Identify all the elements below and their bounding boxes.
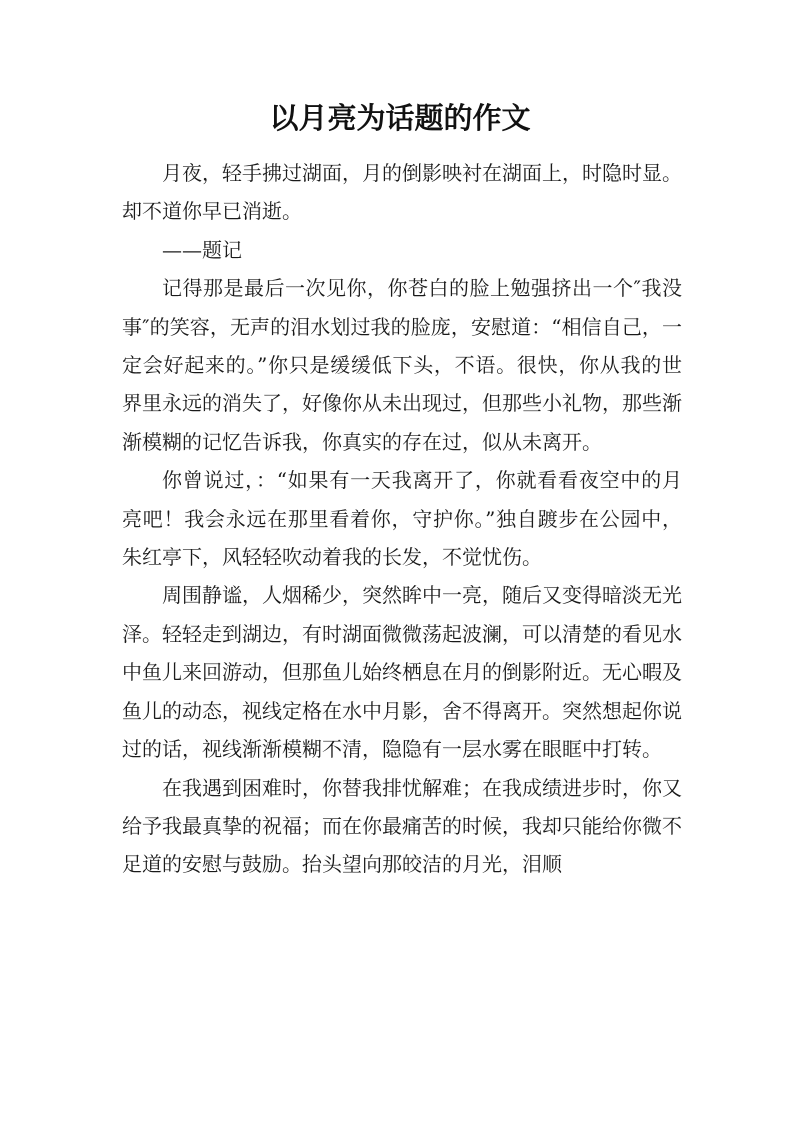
document-title: 以月亮为话题的作文 bbox=[269, 101, 531, 135]
paragraph-memories: 在我遇到困难时，你替我排忧解难；在我成绩进步时，你又给予我最真挚的祝福；而在你最痛苦的时候，我却只能给你微不足道的安慰与鼓励。抬头望向那皎洁的月光，泪顺 bbox=[122, 775, 682, 877]
document-body bbox=[122, 154, 682, 884]
paragraph-promise: 你曾说过，：“如果有一天我离开了，你就看看夜空中的月亮吧！我会永远在那里看着你，守护你。”独自踱步在公园中，朱红亭下，风轻轻吹动着我的长发，不觉忧伤。 bbox=[122, 468, 682, 570]
paragraph-intro: 月夜，轻手拂过湖面，月的倒影映衬在湖面上，时隐时显。却不道你早已消逝。 bbox=[122, 161, 682, 224]
paragraph-last-meeting: 记得那是最后一次见你，你苍白的脸上勉强挤出一个″我没事″的笑容，无声的泪水划过我的脸庞，安慰道：“相信自己，一定会好起来的。”你只是缓缓低下头，不语。很快，你从我的世界里永远的消失了，好像你从未出现过，但那些小礼物，那些渐渐模糊的记忆告诉我，你真实的存在过，似从未离开。 bbox=[122, 276, 682, 454]
paragraph-epigraph-note: ——题记 bbox=[162, 237, 242, 262]
paragraph-lake: 周围静谧，人烟稀少，突然眸中一亮，随后又变得暗淡无光泽。轻轻走到湖边，有时湖面微微荡起波澜，可以清楚的看见水中鱼儿来回游动，但那鱼儿始终栖息在月的倒影附近。无心暇及鱼儿的动态，视线定格在水中月影，舍不得离开。突然想起你说过的话，视线渐渐模糊不清，隐隐有一层水雾在眼眶中打转。 bbox=[122, 583, 682, 762]
